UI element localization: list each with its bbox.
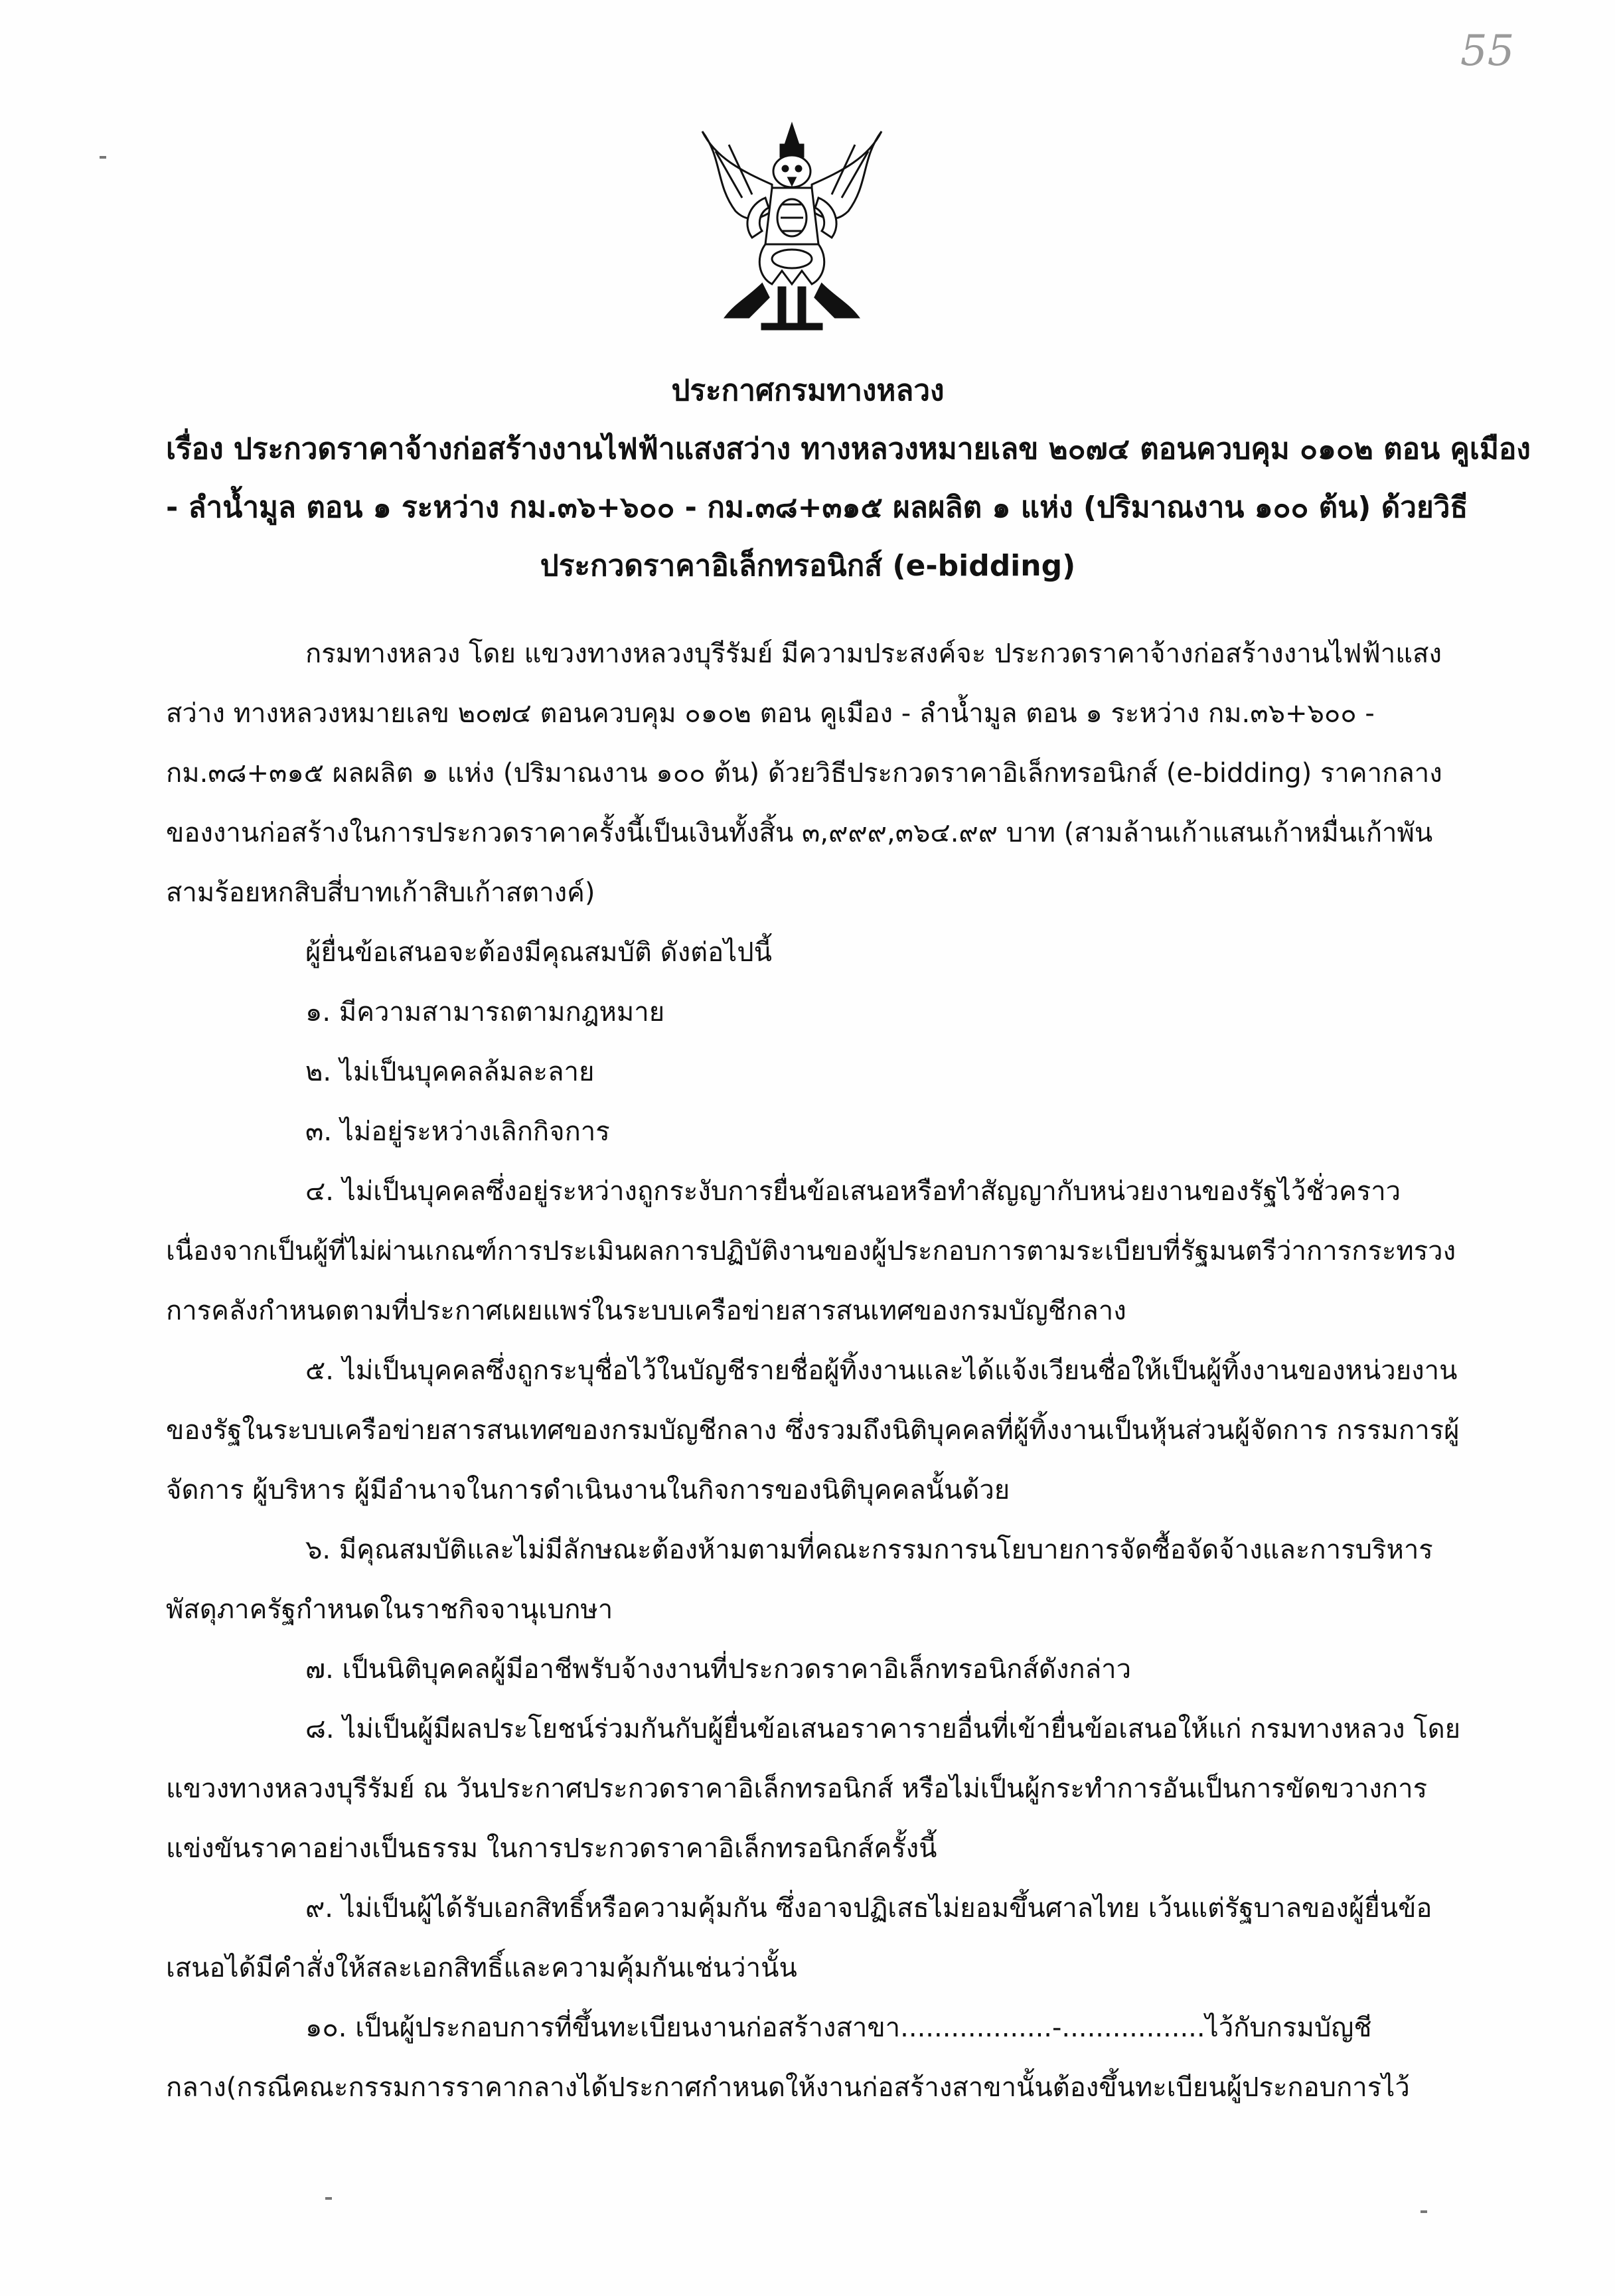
qualification-item-6-line-1: ๖. มีคุณสมบัติและไม่มีลักษณะต้องห้ามตามที่คณะกรรมการนโยบายการจัดซื้อจัดจ้างและการบริหาร <box>305 1535 1433 1565</box>
handwritten-page-number: 55 <box>1460 27 1515 76</box>
intro-line-4: ของงานก่อสร้างในการประกวดราคาครั้งนี้เป็นเงินทั้งสิ้น ๓,๙๙๙,๓๖๔.๙๙ บาท (สามล้านเก้าแสนเก้าหมื่นเก้าพัน <box>166 818 1433 848</box>
subject-line-2: - ลำน้ำมูล ตอน ๑ ระหว่าง กม.๓๖+๖๐๐ - กม.๓๘+๓๑๕ ผลผลิต ๑ แห่ง (ปริมาณงาน ๑๐๐ ต้น) ด้วยวิธี <box>166 491 1468 524</box>
qualification-item-4-line-2: เนื่องจากเป็นผู้ที่ไม่ผ่านเกณฑ์การประเมินผลการปฏิบัติงานของผู้ประกอบการตามระเบียบที่รัฐมนตรีว่าการกระทรวง <box>166 1236 1456 1266</box>
intro-line-5: สามร้อยหกสิบสี่บาทเก้าสิบเก้าสตางค์) <box>166 878 595 908</box>
qualification-item-1: ๑. มีความสามารถตามกฎหมาย <box>305 997 665 1028</box>
qualifications-heading: ผู้ยื่นข้อเสนอจะต้องมีคุณสมบัติ ดังต่อไปนี้ <box>305 937 772 968</box>
qualification-item-4-line-1: ๔. ไม่เป็นบุคคลซึ่งอยู่ระหว่างถูกระงับการยื่นข้อเสนอหรือทำสัญญากับหน่วยงานของรัฐไว้ชั่วคราว <box>305 1176 1401 1207</box>
qualification-item-5-line-3: จัดการ ผู้บริหาร ผู้มีอำนาจในการดำเนินงานในกิจการของนิติบุคคลนั้นด้วย <box>166 1475 1010 1505</box>
intro-line-1: กรมทางหลวง โดย แขวงทางหลวงบุรีรัมย์ มีความประสงค์จะ ประกวดราคาจ้างก่อสร้างงานไฟฟ้าแสง <box>305 639 1442 669</box>
announcement-title <box>166 362 1531 595</box>
intro-line-3: กม.๓๘+๓๑๕ ผลผลิต ๑ แห่ง (ปริมาณงาน ๑๐๐ ต้น) ด้วยวิธีประกวดราคาอิเล็กทรอนิกส์ (e-bidding) ราคากลาง <box>166 758 1442 789</box>
scan-speck <box>100 156 106 159</box>
issuer-heading: ประกาศกรมทางหลวง <box>671 374 945 408</box>
qualification-item-9-line-2: เสนอได้มีคำสั่งให้สละเอกสิทธิ์และความคุ้มกันเช่นว่านั้น <box>166 1953 797 1983</box>
qualification-item-7: ๗. เป็นนิติบุคคลผู้มีอาชีพรับจ้างงานที่ประกวดราคาอิเล็กทรอนิกส์ดังกล่าว <box>305 1654 1132 1685</box>
intro-line-2: สว่าง ทางหลวงหมายเลข ๒๐๗๔ ตอนควบคุม ๐๑๐๒ ตอน คูเมือง - ลำน้ำมูล ตอน ๑ ระหว่าง กม.๓๖+๖๐๐ - <box>166 698 1375 729</box>
announcement-body <box>166 624 1461 2117</box>
qualification-item-2: ๒. ไม่เป็นบุคคลล้มละลาย <box>305 1057 595 1087</box>
qualification-item-10-line-2: กลาง(กรณีคณะกรรมการราคากลางได้ประกาศกำหนดให้งานก่อสร้างสาขานั้นต้องขึ้นทะเบียนผู้ประกอบการไว้ <box>166 2072 1410 2103</box>
qualification-item-8-line-2: แขวงทางหลวงบุรีรัมย์ ณ วันประกาศประกวดราคาอิเล็กทรอนิกส์ หรือไม่เป็นผู้กระทำการอันเป็นการขัดขวางการ <box>166 1774 1428 1804</box>
garuda-emblem-icon <box>696 118 888 337</box>
qualification-item-3: ๓. ไม่อยู่ระหว่างเลิกกิจการ <box>305 1116 610 1147</box>
qualification-item-5-line-1: ๕. ไม่เป็นบุคคลซึ่งถูกระบุชื่อไว้ในบัญชีรายชื่อผู้ทิ้งงานและได้แจ้งเวียนชื่อให้เป็นผู้ทิ้งงานของหน่วยงาน <box>305 1355 1458 1386</box>
qualification-item-8-line-3: แข่งขันราคาอย่างเป็นธรรม ในการประกวดราคาอิเล็กทรอนิกส์ครั้งนี้ <box>166 1833 937 1864</box>
subject-line-1: เรื่อง ประกวดราคาจ้างก่อสร้างงานไฟฟ้าแสงสว่าง ทางหลวงหมายเลข ๒๐๗๔ ตอนควบคุม ๐๑๐๒ ตอน คูเมือง <box>166 432 1531 466</box>
qualification-item-4-line-3: การคลังกำหนดตามที่ประกาศเผยแพร่ในระบบเครือข่ายสารสนเทศของกรมบัญชีกลาง <box>166 1296 1126 1326</box>
scan-speck <box>1421 2210 1427 2213</box>
qualification-item-5-line-2: ของรัฐในระบบเครือข่ายสารสนเทศของกรมบัญชีกลาง ซึ่งรวมถึงนิติบุคคลที่ผู้ทิ้งงานเป็นหุ้นส่วนผู้จัดการ กรรมการผู้ <box>166 1415 1460 1446</box>
qualification-item-10-line-1: ๑๐. เป็นผู้ประกอบการที่ขึ้นทะเบียนงานก่อสร้างสาขา..................-.................ไว้กับกรมบัญชี <box>305 2013 1372 2043</box>
subject-line-3: ประกวดราคาอิเล็กทรอนิกส์ (e-bidding) <box>540 549 1076 583</box>
qualification-item-6-line-2: พัสดุภาครัฐกำหนดในราชกิจจานุเบกษา <box>166 1594 613 1625</box>
scan-speck <box>325 2197 332 2200</box>
qualification-item-8-line-1: ๘. ไม่เป็นผู้มีผลประโยชน์ร่วมกันกับผู้ยื่นข้อเสนอราคารายอื่นที่เข้ายื่นข้อเสนอให้แก่ กรมทางหลวง โดย <box>305 1714 1461 1744</box>
qualification-item-9-line-1: ๙. ไม่เป็นผู้ได้รับเอกสิทธิ์หรือความคุ้มกัน ซึ่งอาจปฏิเสธไม่ยอมขึ้นศาลไทย เว้นแต่รัฐบาลของผู้ยื่นข้อ <box>305 1893 1432 1924</box>
